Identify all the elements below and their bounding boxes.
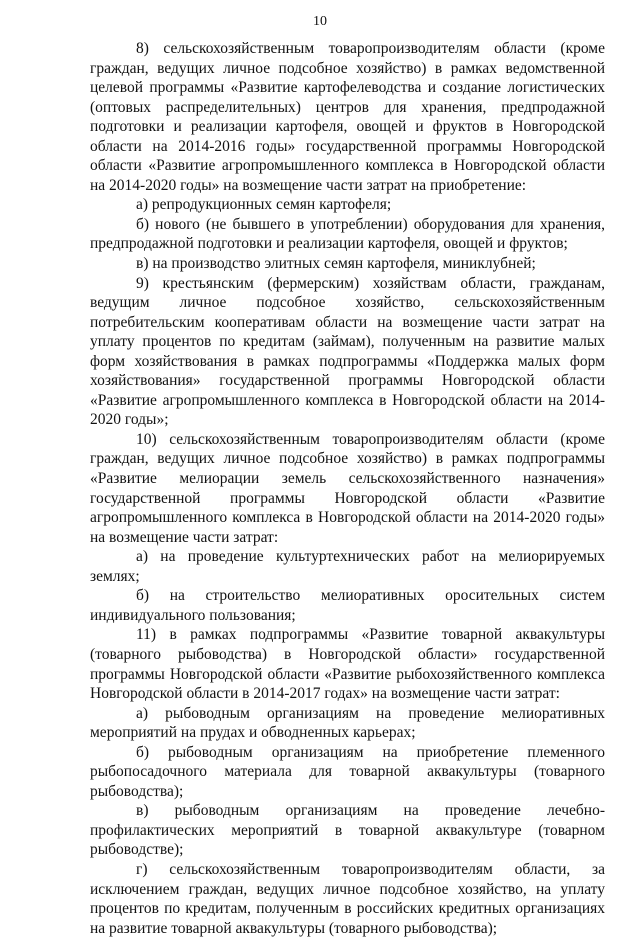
paragraph-8c: в) на производство элитных семян картофеля, миниклубней;	[136, 255, 536, 273]
paragraph-11b: б) рыбоводным организациям на приобретение племенного рыбопосадочного материала для товарной аквакультуры (товарного рыбоводства);	[90, 743, 605, 800]
paragraph-11: 11) в рамках подпрограммы «Развитие товарной аквакультуры (товарного рыбоводства) в Новгородской области» государственной программы Новгородской области «Развитие рыбохозяйственного комплекса Новгородской области в 2014-2017 годах» на возмещение части затрат:	[90, 626, 605, 703]
paragraph-11d: г) сельскохозяйственным товаропроизводителям области, за исключением граждан, ведущих личное подсобное хозяйство, на уплату процентов по кредитам, полученным в российских кредитных организациях на развитие товарной аквакультуры (товарного рыбоводства);	[90, 860, 605, 937]
paragraph-8b: б) нового (не бывшего в употреблении) оборудования для хранения, предпродажной подготовки и реализации картофеля, овощей и фруктов;	[90, 215, 605, 253]
page-number: 10	[313, 14, 327, 29]
paragraph-11c: в) рыбоводным организациям на проведение лечебно-профилактических мероприятий в товарной аквакультуре (товарном рыбоводстве);	[90, 802, 605, 859]
document-body	[90, 39, 605, 938]
paragraph-11a: а) рыбоводным организациям на проведение мелиоративных мероприятий на прудах и обводненных карьерах;	[90, 704, 605, 742]
paragraph-10a: а) на проведение культуртехнических работ на мелиорируемых землях;	[90, 548, 605, 585]
paragraph-10: 10) сельскохозяйственным товаропроизводителям области (кроме граждан, ведущих личное подсобное хозяйство) в рамках подпрограммы «Развитие мелиорации земель сельскохозяйственного назначения» государственной программы Новгородской области «Развитие агропромышленного комплекса в Новгородской области на 2014-2020 годы» на возмещение части затрат:	[90, 430, 605, 546]
paragraph-9: 9) крестьянским (фермерским) хозяйствам области, гражданам, ведущим личное подсобное хозяйство, сельскохозяйственным потребительским кооперативам области на возмещение части затрат на уплату процентов по кредитам (займам), полученным на развитие малых форм хозяйствования в рамках подпрограммы «Поддержка малых форм хозяйствования» государственной программы Новгородской области «Развитие агропромышленного комплекса в Новгородской области на 2014-2020 годы»;	[90, 274, 605, 429]
paragraph-8: 8) сельскохозяйственным товаропроизводителям области (кроме граждан, ведущих личное подсобное хозяйство) в рамках ведомственной целевой программы «Развитие картофелеводства и создание логистических (оптовых распределительных) центров для хранения, предпродажной подготовки и реализации картофеля, овощей и фруктов в Новгородской области на 2014-2016 годы» государственной программы Новгородской области «Развитие агропромышленного комплекса в Новгородской области на 2014-2020 годы» на возмещение части затрат на приобретение:	[90, 40, 605, 194]
paragraph-10b: б) на строительство мелиоративных оросительных систем индивидуального пользования;	[90, 587, 605, 624]
paragraph-8a: а) репродукционных семян картофеля;	[136, 196, 392, 214]
